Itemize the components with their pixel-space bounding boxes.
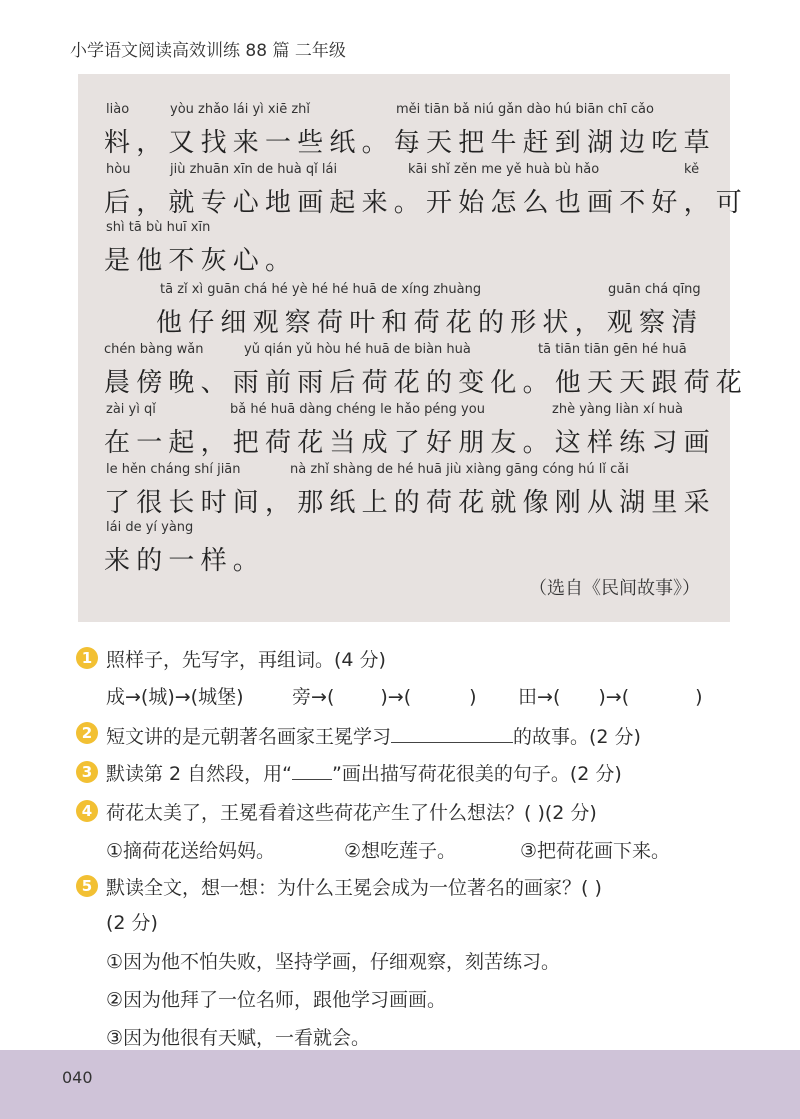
option-3[interactable]: ③因为他很有天赋，一看就会。 — [106, 1027, 371, 1049]
question-number-badge: 5 — [76, 875, 98, 897]
hanzi-line: 他仔细观察荷叶和荷花的形状，观察清 — [156, 308, 704, 338]
paren-close: ) — [469, 686, 477, 708]
question-text-part: 短文讲的是元朝著名画家王冕学习 — [106, 726, 392, 748]
pinyin: yǔ qián yǔ hòu hé huā de biàn huà — [244, 342, 471, 357]
option-1[interactable]: ①摘荷花送给妈妈。 — [106, 840, 276, 862]
pinyin: jiù zhuān xīn de huà qǐ lái — [170, 162, 338, 177]
paren-open: ( — [326, 686, 335, 708]
paren-close: ) — [598, 686, 606, 708]
answer-blank[interactable] — [391, 720, 513, 743]
pinyin: zhè yàng liàn xí huà — [552, 402, 683, 417]
hanzi-line: 晨傍晚、雨前雨后荷花的变化。他天天跟荷花 — [104, 368, 749, 398]
hanzi-line: 来的一样。 — [104, 546, 266, 576]
exercise-char: 旁 — [292, 686, 312, 708]
question-number-badge: 3 — [76, 761, 98, 783]
paren-close: ) — [380, 686, 388, 708]
pinyin: shì tā bù huī xīn — [106, 220, 211, 235]
question-text: 默读全文，想一想：为什么王冕会成为一位著名的画家？( ) — [106, 877, 602, 899]
question-text-part: 默读第 2 自然段，用“ — [106, 763, 293, 785]
pinyin: měi tiān bǎ niú gǎn dào hú biān chī cǎo — [396, 102, 654, 117]
hanzi-line: 了很长时间，那纸上的荷花就像刚从湖里采 — [104, 488, 716, 518]
pinyin: tā zǐ xì guān chá hé yè hé hé huā de xíng zhuàng — [160, 282, 482, 297]
question-text-part: 的故事。(2 分) — [513, 726, 641, 748]
pinyin: yòu zhǎo lái yì xiē zhǐ — [170, 102, 311, 117]
question-text: 荷花太美了，王冕看着这些荷花产生了什么想法？( )(2 分) — [106, 802, 597, 824]
hanzi-line: 后，就专心地画起来。开始怎么也画不好，可 — [104, 188, 749, 218]
hanzi-line: 在一起，把荷花当成了好朋友。这样练习画 — [104, 428, 716, 458]
option-3[interactable]: ③把荷花画下来。 — [520, 840, 671, 862]
example-word: 成→(城)→(城堡) — [106, 686, 244, 708]
question-text — [106, 759, 622, 786]
page-number: 040 — [62, 1068, 93, 1087]
arrow: → — [537, 686, 553, 708]
word-exercise — [518, 682, 703, 709]
hanzi-line: 是他不灰心。 — [104, 246, 298, 276]
question-text — [106, 720, 641, 749]
book-header: 小学语文阅读高效训练 88 篇 二年级 — [70, 41, 346, 61]
arrow: → — [605, 686, 622, 708]
passage-source: （选自《民间故事》） — [529, 578, 700, 599]
paren-close: ) — [695, 686, 703, 708]
pinyin: hòu — [106, 162, 131, 177]
pinyin: zài yì qǐ — [106, 402, 156, 417]
word-exercise — [292, 682, 477, 709]
question-number-badge: 1 — [76, 647, 98, 669]
question-number-badge: 2 — [76, 722, 98, 744]
question-text: 照样子，先写字，再组词。(4 分) — [106, 649, 386, 671]
question-number-badge: 4 — [76, 800, 98, 822]
underline-symbol — [292, 767, 332, 780]
question-text-part: ”画出描写荷花很美的句子。(2 分) — [332, 763, 622, 785]
pinyin: lái de yí yàng — [106, 520, 194, 535]
pinyin: guān chá qīng — [608, 282, 701, 297]
arrow: → — [387, 686, 404, 708]
paren-open: ( — [552, 686, 561, 708]
pinyin: tā tiān tiān gēn hé huā — [538, 342, 687, 357]
hanzi-line: 料，又找来一些纸。每天把牛赶到湖边吃草 — [104, 128, 716, 158]
pinyin: kāi shǐ zěn me yě huà bù hǎo — [408, 162, 600, 177]
pinyin: liào — [106, 102, 130, 117]
arrow: → — [311, 686, 327, 708]
exercise-char: 田 — [518, 686, 538, 708]
paren-open: ( — [403, 686, 412, 708]
page-footer — [0, 1050, 800, 1119]
option-2[interactable]: ②因为他拜了一位名师，跟他学习画画。 — [106, 989, 447, 1011]
pinyin: bǎ hé huā dàng chéng le hǎo péng you — [230, 402, 485, 417]
pinyin: nà zhǐ shàng de hé huā jiù xiàng gāng cóng hú lǐ cǎi — [290, 462, 629, 477]
reading-passage — [78, 74, 749, 622]
pinyin: chén bàng wǎn — [104, 342, 204, 357]
paren-open: ( — [621, 686, 630, 708]
pinyin: le hěn cháng shí jiān — [106, 462, 241, 477]
option-1[interactable]: ①因为他不怕失败，坚持学画，仔细观察，刻苦练习。 — [106, 951, 561, 973]
question-score: (2 分) — [106, 912, 158, 934]
option-2[interactable]: ②想吃莲子。 — [344, 840, 457, 862]
pinyin: kě — [684, 162, 700, 177]
